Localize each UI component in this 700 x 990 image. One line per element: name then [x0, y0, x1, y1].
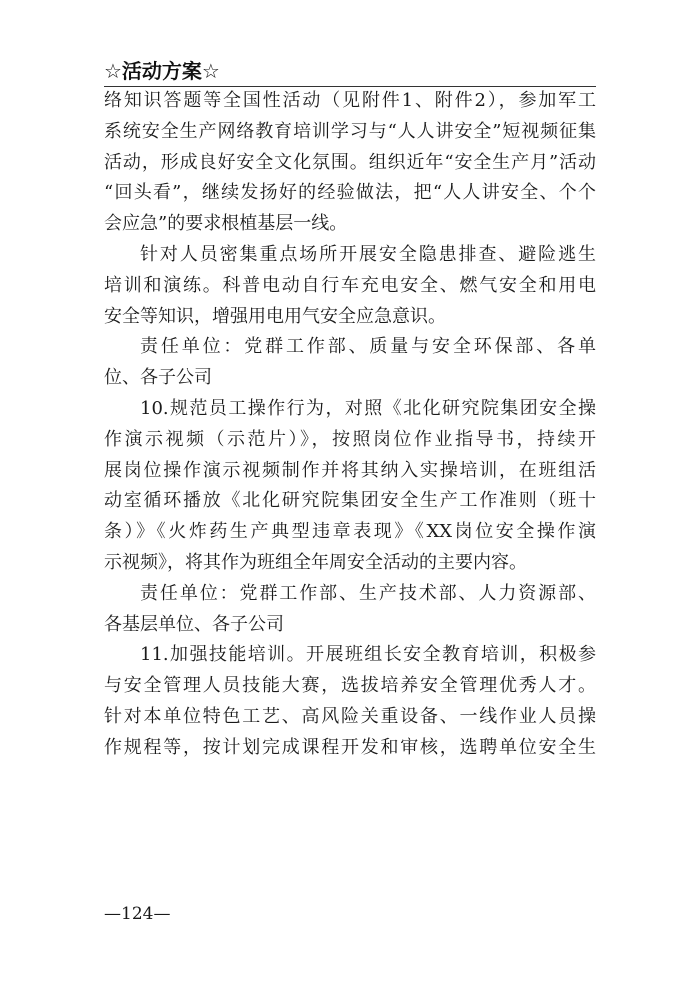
text-line: 条）》《火炸药生产典型违章表现》《XX岗位安全操作演 — [104, 521, 596, 543]
text-line: 作规程等，按计划完成课程开发和审核，选聘单位安全生 — [104, 736, 596, 758]
text-line: 展岗位操作演示视频制作并将其纳入实操培训，在班组活 — [104, 459, 596, 481]
text-line: 与安全管理人员技能大赛，选拔培养安全管理优秀人才。 — [104, 675, 596, 697]
page-header — [104, 58, 596, 87]
document-body — [104, 86, 596, 764]
text-line: 作演示视频（示范片）》，按照岗位作业指导书，持续开 — [104, 428, 596, 450]
text-line: 针对人员密集重点场所开展安全隐患排查、避险逃生 — [140, 243, 596, 265]
text-line: 10.规范员工操作行为，对照《北化研究院集团安全操 — [140, 397, 596, 419]
text-line: 位、各子公司 — [104, 367, 212, 389]
text-line: 责任单位：党群工作部、质量与安全环保部、各单 — [140, 336, 596, 358]
text-line: 针对本单位特色工艺、高风险关重设备、一线作业人员操 — [104, 705, 596, 727]
text-line: 安全等知识，增强用电用气安全应急意识。 — [104, 305, 446, 327]
text-line: 示视频》，将其作为班组全年周安全活动的主要内容。 — [104, 551, 527, 573]
text-line: “回头看”，继续发扬好的经验做法，把“人人讲安全、个个 — [104, 182, 596, 204]
text-line: 动室循环播放《北化研究院集团安全生产工作准则（班十 — [104, 490, 596, 512]
text-line: 11.加强技能培训。开展班组长安全教育培训，积极参 — [140, 644, 596, 666]
text-line: 各基层单位、各子公司 — [104, 613, 284, 635]
text-line: 络知识答题等全国性活动（见附件1、附件2），参加军工 — [104, 90, 596, 111]
text-line: 活动，形成良好安全文化氛围。组织近年“安全生产月”活动 — [104, 151, 596, 173]
page-title: ☆活动方案☆ — [104, 59, 220, 83]
text-line: 责任单位：党群工作部、生产技术部、人力资源部、 — [140, 582, 596, 604]
text-line: 系统安全生产网络教育培训学习与“人人讲安全”短视频征集 — [104, 120, 596, 142]
text-line: 会应急”的要求根植基层一线。 — [104, 213, 348, 235]
page-number: —124— — [104, 904, 171, 924]
text-line: 培训和演练。科普电动自行车充电安全、燃气安全和用电 — [104, 274, 596, 296]
